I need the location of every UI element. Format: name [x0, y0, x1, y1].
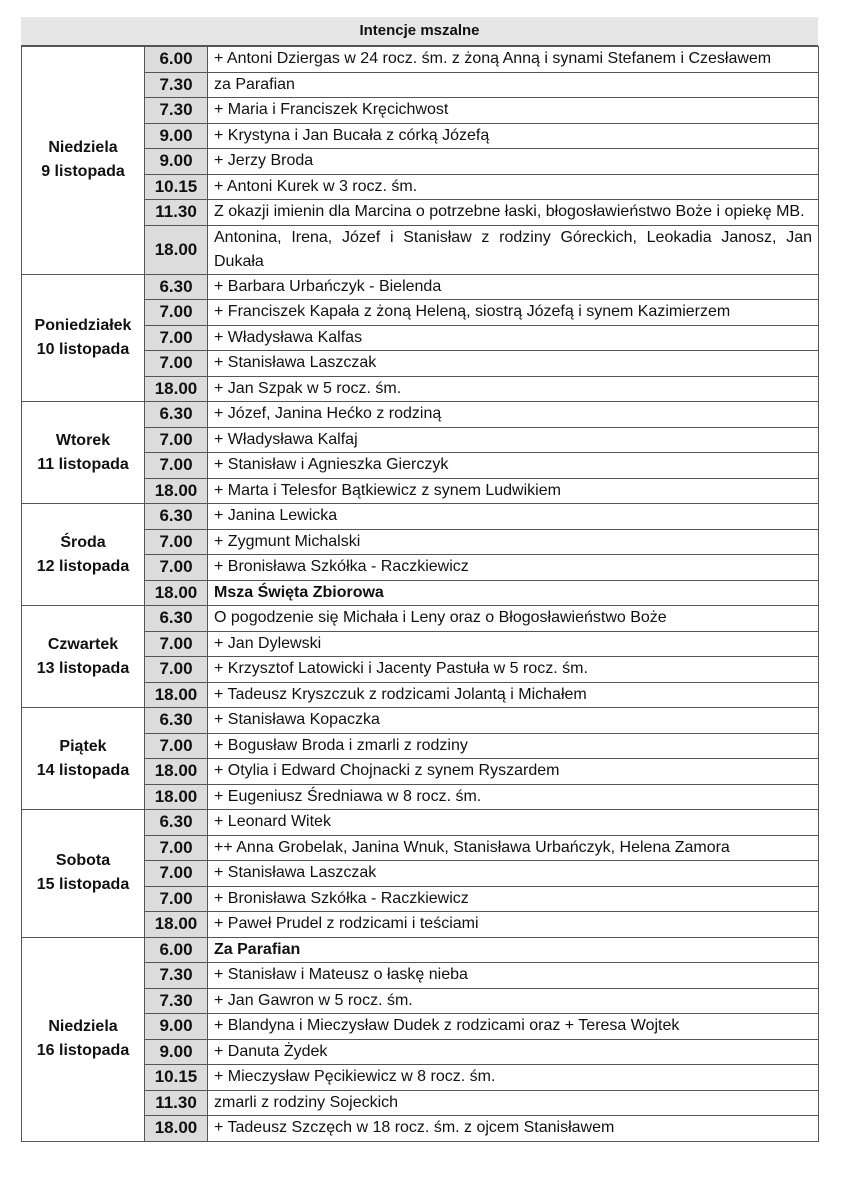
mass-time: 6.30: [145, 708, 208, 734]
day-date: 9 listopada: [41, 163, 125, 181]
day-name: Wtorek: [55, 431, 111, 449]
mass-intention: Msza Święta Zbiorowa: [208, 580, 819, 606]
mass-intention: Za Parafian: [208, 937, 819, 963]
mass-time: 10.15: [145, 174, 208, 200]
mass-time: 18.00: [145, 784, 208, 810]
day-date: 12 listopada: [36, 557, 130, 575]
mass-time: 18.00: [145, 682, 208, 708]
mass-time: 6.30: [145, 274, 208, 300]
intentions-table: [21, 46, 819, 1142]
mass-time: 11.30: [145, 1090, 208, 1116]
mass-intention: + Zygmunt Michalski: [208, 529, 819, 555]
mass-time: 7.30: [145, 988, 208, 1014]
mass-time: 6.00: [145, 47, 208, 73]
mass-intention: zmarli z rodziny Sojeckich: [208, 1090, 819, 1116]
mass-time: 10.15: [145, 1065, 208, 1091]
mass-intention: za Parafian: [208, 72, 819, 98]
mass-time: 7.00: [145, 657, 208, 683]
document-title: Intencje mszalne: [21, 17, 818, 46]
mass-intention: + Antoni Kurek w 3 rocz. śm.: [208, 174, 819, 200]
mass-time: 18.00: [145, 376, 208, 402]
mass-intention: + Blandyna i Mieczysław Dudek z rodzicami oraz + Teresa Wojtek: [208, 1014, 819, 1040]
mass-intention: + Maria i Franciszek Kręcichwost: [208, 98, 819, 124]
mass-time: 7.00: [145, 529, 208, 555]
mass-intention: + Otylia i Edward Chojnacki z synem Ryszardem: [208, 759, 819, 785]
mass-intention: + Bronisława Szkółka - Raczkiewicz: [208, 886, 819, 912]
mass-intention: + Tadeusz Kryszczuk z rodzicami Jolantą i Michałem: [208, 682, 819, 708]
mass-time: 7.00: [145, 733, 208, 759]
day-name: Niedziela: [48, 1018, 118, 1035]
mass-intention: + Jan Szpak w 5 rocz. śm.: [208, 376, 819, 402]
mass-time: 18.00: [145, 1116, 208, 1142]
mass-time: 6.30: [145, 606, 208, 632]
mass-intention: + Władysława Kalfaj: [208, 427, 819, 453]
day-cell: [22, 47, 145, 275]
mass-time: 7.30: [145, 72, 208, 98]
mass-time: 7.00: [145, 427, 208, 453]
mass-time: 18.00: [145, 759, 208, 785]
mass-time: 18.00: [145, 912, 208, 938]
mass-intention: + Bronisława Szkółka - Raczkiewicz: [208, 555, 819, 581]
day-cell: [22, 402, 145, 504]
mass-time: 7.00: [145, 325, 208, 351]
mass-time: 7.00: [145, 351, 208, 377]
mass-time: 7.00: [145, 300, 208, 326]
mass-row: [22, 606, 819, 632]
mass-intention: + Leonard Witek: [208, 810, 819, 836]
mass-intention: + Stanisława Laszczak: [208, 351, 819, 377]
day-date: 10 listopada: [36, 340, 130, 358]
day-date: 13 listopada: [36, 659, 130, 677]
mass-intention: ++ Anna Grobelak, Janina Wnuk, Stanisława Urbańczyk, Helena Zamora: [208, 835, 819, 861]
day-date: 15 listopada: [36, 876, 130, 894]
mass-intentions-document: [21, 17, 818, 1142]
mass-time: 18.00: [145, 225, 208, 274]
mass-time: 18.00: [145, 478, 208, 504]
mass-intention: + Mieczysław Pęcikiewicz w 8 rocz. śm.: [208, 1065, 819, 1091]
mass-intention: + Barbara Urbańczyk - Bielenda: [208, 274, 819, 300]
day-date: 16 listopada: [36, 1042, 130, 1059]
mass-intention: + Stanisław i Agnieszka Gierczyk: [208, 453, 819, 479]
day-name: Czwartek: [47, 635, 119, 653]
mass-time: 6.00: [145, 937, 208, 963]
mass-intention: + Franciszek Kapała z żoną Heleną, siostrą Józefą i synem Kazimierzem: [208, 300, 819, 326]
mass-time: 9.00: [145, 1039, 208, 1065]
mass-time: 7.00: [145, 835, 208, 861]
mass-intention: + Józef, Janina Hećko z rodziną: [208, 402, 819, 428]
mass-row: [22, 402, 819, 428]
mass-intention: + Jan Dylewski: [208, 631, 819, 657]
mass-intention: + Marta i Telesfor Bątkiewicz z synem Ludwikiem: [208, 478, 819, 504]
mass-intention: + Stanisława Kopaczka: [208, 708, 819, 734]
day-name: Środa: [60, 533, 106, 551]
mass-intention: + Jan Gawron w 5 rocz. śm.: [208, 988, 819, 1014]
mass-intention: + Tadeusz Szczęch w 18 rocz. śm. z ojcem Stanisławem: [208, 1116, 819, 1142]
mass-time: 6.30: [145, 504, 208, 530]
mass-time: 7.00: [145, 631, 208, 657]
day-name: Poniedziałek: [34, 316, 132, 334]
mass-intention: Z okazji imienin dla Marcina o potrzebne łaski, błogosławieństwo Boże i opiekę MB.: [208, 200, 819, 226]
mass-time: 7.00: [145, 886, 208, 912]
mass-intention: + Paweł Prudel z rodzicami i teściami: [208, 912, 819, 938]
mass-time: 7.00: [145, 453, 208, 479]
day-cell: [22, 708, 145, 810]
mass-intention: + Eugeniusz Średniawa w 8 rocz. śm.: [208, 784, 819, 810]
day-name: Sobota: [55, 852, 111, 870]
mass-intention: + Stanisława Laszczak: [208, 861, 819, 887]
mass-time: 18.00: [145, 580, 208, 606]
mass-intention: + Krystyna i Jan Bucała z córką Józefą: [208, 123, 819, 149]
mass-time: 9.00: [145, 123, 208, 149]
mass-time: 7.30: [145, 98, 208, 124]
mass-row: [22, 47, 819, 73]
mass-row: [22, 504, 819, 530]
mass-intention: + Władysława Kalfas: [208, 325, 819, 351]
mass-time: 7.00: [145, 861, 208, 887]
mass-time: 11.30: [145, 200, 208, 226]
day-cell: [22, 504, 145, 606]
day-cell: [22, 810, 145, 938]
mass-time: 6.30: [145, 810, 208, 836]
mass-intention: O pogodzenie się Michała i Leny oraz o Błogosławieństwo Boże: [208, 606, 819, 632]
mass-time: 7.00: [145, 555, 208, 581]
day-date: 11 listopada: [37, 455, 129, 473]
mass-row: [22, 708, 819, 734]
day-date: 14 listopada: [36, 761, 130, 779]
mass-row: [22, 810, 819, 836]
mass-intention: + Antoni Dziergas w 24 rocz. śm. z żoną Anną i synami Stefanem i Czesławem: [208, 47, 819, 73]
day-name: Niedziela: [48, 139, 118, 157]
mass-row: [22, 274, 819, 300]
mass-intention: + Bogusław Broda i zmarli z rodziny: [208, 733, 819, 759]
mass-intention: + Janina Lewicka: [208, 504, 819, 530]
mass-time: 9.00: [145, 149, 208, 175]
mass-intention: + Danuta Żydek: [208, 1039, 819, 1065]
mass-intention: + Stanisław i Mateusz o łaskę nieba: [208, 963, 819, 989]
day-name: Piątek: [59, 737, 107, 755]
mass-intention: + Jerzy Broda: [208, 149, 819, 175]
mass-time: 7.30: [145, 963, 208, 989]
mass-intention: + Krzysztof Latowicki i Jacenty Pastuła w 5 rocz. śm.: [208, 657, 819, 683]
mass-time: 9.00: [145, 1014, 208, 1040]
day-cell: [22, 937, 145, 1141]
mass-intention: Antonina, Irena, Józef i Stanisław z rodziny Góreckich, Leokadia Janosz, Jan Dukała: [208, 225, 819, 274]
day-cell: [22, 274, 145, 402]
mass-time: 6.30: [145, 402, 208, 428]
day-cell: [22, 606, 145, 708]
mass-row: [22, 937, 819, 963]
intentions-table-body: [22, 47, 819, 1142]
